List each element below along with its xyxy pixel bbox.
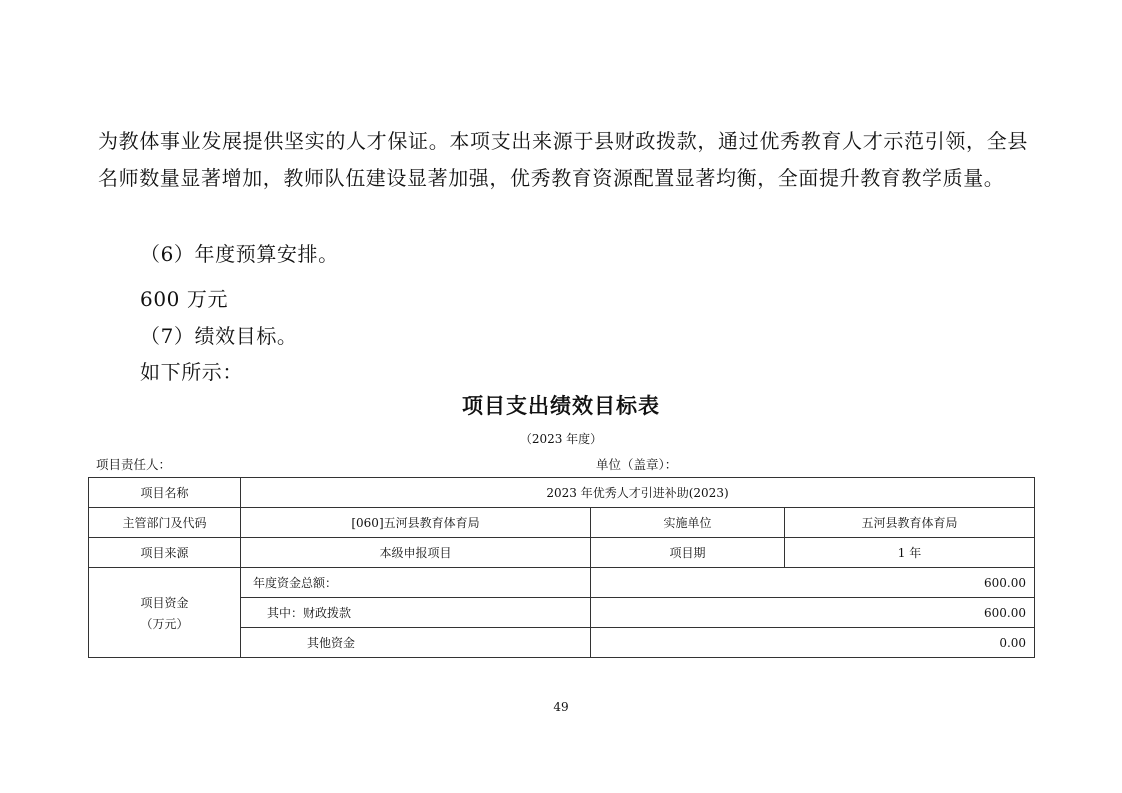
other-funds-label: 其他资金 xyxy=(241,628,591,658)
unit-seal-label: 单位（盖章）： xyxy=(596,457,678,472)
project-name-value: 2023 年优秀人才引进补助(2023) xyxy=(241,478,1035,508)
impl-unit-value: 五河县教育体育局 xyxy=(785,508,1035,538)
table-year: （2023 年度） xyxy=(519,432,603,446)
table-row xyxy=(89,538,1035,568)
source-label: 项目来源 xyxy=(89,538,241,568)
target-heading: （7）绩效目标。 xyxy=(140,324,298,348)
table-row xyxy=(89,478,1035,508)
responsible-person-label: 项目责任人： xyxy=(96,457,172,472)
dept-value: [060]五河县教育体育局 xyxy=(241,508,591,538)
annual-total-label: 年度资金总额： xyxy=(241,568,591,598)
table-row xyxy=(89,568,1035,598)
source-value: 本级申报项目 xyxy=(241,538,591,568)
budget-amount: 600 万元 xyxy=(140,287,229,311)
other-funds-value: 0.00 xyxy=(591,628,1035,658)
table-title: 项目支出绩效目标表 xyxy=(462,394,660,418)
period-value: 1 年 xyxy=(785,538,1035,568)
fiscal-value: 600.00 xyxy=(591,598,1035,628)
performance-target-table xyxy=(88,477,1035,658)
body-paragraph: 为教体事业发展提供坚实的人才保证。本项支出来源于县财政拨款，通过优秀教育人才示范引领，全县名师数量显著增加，教师队伍建设显著加强，优秀教育资源配置显著均衡，全面提升教育教学质量。 xyxy=(98,129,1028,190)
budget-heading: （6）年度预算安排。 xyxy=(140,242,339,266)
as-follows-text: 如下所示： xyxy=(140,360,243,384)
page-number: 49 xyxy=(553,700,569,714)
period-label: 项目期 xyxy=(591,538,785,568)
funds-unit: （万元） xyxy=(140,616,189,631)
dept-label: 主管部门及代码 xyxy=(89,508,241,538)
funds-label: 项目资金 xyxy=(140,595,189,610)
annual-total-value: 600.00 xyxy=(591,568,1035,598)
project-name-label: 项目名称 xyxy=(89,478,241,508)
fiscal-label: 其中：财政拨款 xyxy=(241,598,591,628)
impl-unit-label: 实施单位 xyxy=(591,508,785,538)
table-row xyxy=(89,508,1035,538)
funds-label-cell xyxy=(89,568,241,658)
